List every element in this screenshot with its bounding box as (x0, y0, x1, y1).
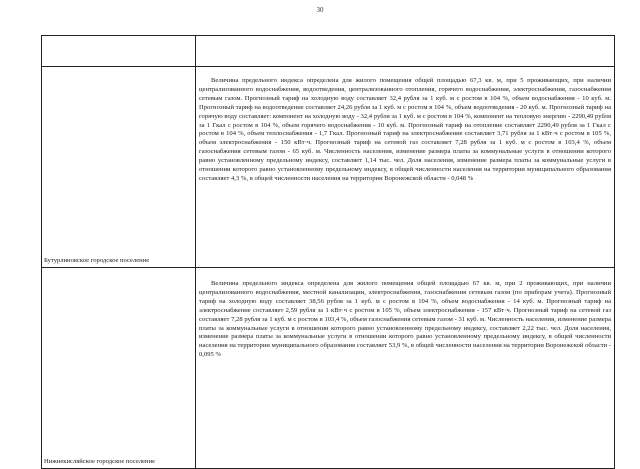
description-text: Величина предельного индекса определена для жилого помещения общей площадью 67,3 кв. м, при 5 проживающих, при наличии централизованного водоснабжения, водоотведения, централизованного отопления, горячего водоснабжения, электроснабжения, газоснабжения сетевым газом. Прогнозный тариф на холодную воду составляет 32,4 рубля за 1 куб. м с ростом в 104 %, объем водоснабжения - 10 куб. м. Прогнозный тариф на водоотведение составляет 24,26 рубля за 1 куб. м с ростом в 104 %, объем водоотведения - 20 куб. м. Прогнозный тариф на горячую воду составляет: компонент на холодную воду - 32,4 рубля за 1 куб. м с ростом в 104 %, компонент на тепловую энергию - 2290,49 рубля за 1 Гкал с ростом в 104 %, объем горячего водоснабжения - 10 куб. м. Прогнозный тариф на отопление составляет 2290,49 рубля за 1 Гкал с ростом в 104 %, объем теплоснабжения - 1,7 Гкал. Прогнозный тариф на электроснабжение составляет 3,71 рубля за 1 кВт·ч с ростом в 105 %, объем электроснабжения - 150 кВт·ч. Прогнозный тариф на сетевой газ составляет 7,28 рубля за 1 куб. м с ростом в 103,4 %, объем газоснабжения сетевым газом - 65 куб. м. Численность населения, изменение размера платы за коммунальные услуги в отношении которого равно установленному предельному индексу, составляет 1,14 тыс. чел. Доля населения, изменение размера платы за коммунальные услуги в отношении которого равно установленному предельному индексу, в общей численности населения на территории муниципального образования составляет 4,3 %, в общей численности населения на территории Воронежской области - 0,048 % (199, 77, 611, 182)
table-row (42, 268, 615, 469)
settlement-name-cell (42, 67, 196, 268)
tariff-table (41, 35, 615, 469)
page-number: 30 (316, 6, 324, 14)
table-row (42, 36, 615, 67)
table-row (42, 67, 615, 268)
description-cell (196, 268, 615, 469)
description-text: Величина предельного индекса определена для жилого помещения общей площадью 67 кв. м, при 2 проживающих, при наличии централизованного водоснабжения, местной канализации, электроснабжения, газоснабжения сетевым газом (по приборам учета). Прогнозный тариф на холодную воду составляет 38,56 рубля за 1 куб. м с ростом в 104 %, объем водоснабжения - 14 куб. м. Прогнозный тариф на электроснабжение составляет 2,59 рубля за 1 кВт·ч с ростом в 105 %, объем электроснабжения - 157 кВт·ч. Прогнозный тариф на сетевой газ составляет 7,28 рубля за 1 куб. м с ростом в 103,4 %, объем газоснабжения сетевым газом - 31 куб. м. Численность населения, изменение размера платы за коммунальные услуги в отношении которого равно установленному предельному индексу, составляет 2,22 тыс. чел. Доля населения, изменение размера платы за коммунальные услуги в отношении которого равно установленному предельному индексу, в общей численности населения на территории муниципального образования составляет 53,9 %, в общей численности населения на территории Воронежской области - 0,095 % (199, 280, 611, 359)
settlement-name: Нижнекисляйское городское поселение (44, 458, 156, 465)
description-cell (196, 67, 615, 268)
description-cell (196, 36, 615, 67)
settlement-name-cell (42, 268, 196, 469)
settlement-name-cell (42, 36, 196, 67)
settlement-name: Бутурлиновское городское поселение (44, 257, 150, 264)
